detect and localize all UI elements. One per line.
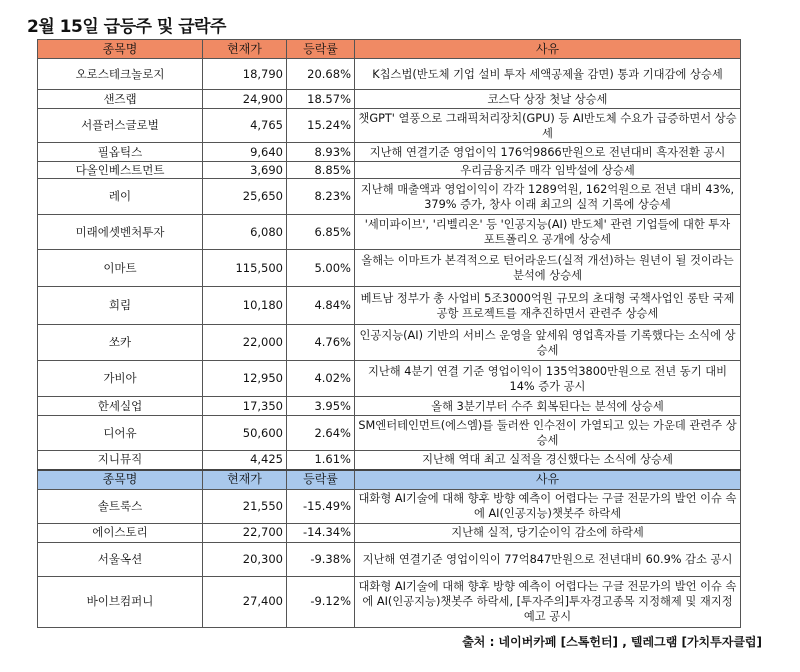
stock-change: 18.57% (287, 90, 355, 109)
table-row (38, 576, 741, 627)
table-row (38, 325, 741, 361)
stock-reason: '세미파이브', '리벨리온' 등 '인공지능(AI) 반도체' 관련 기업들에 대한 투자 포트폴리오 공개에 상승세 (355, 215, 741, 250)
stock-price: 4,765 (203, 109, 287, 143)
stock-price: 27,400 (203, 576, 287, 627)
table-row (38, 109, 741, 143)
stock-name: 서플러스글로벌 (38, 109, 203, 143)
table-row (38, 59, 741, 90)
stock-reason: 대화형 AI기술에 대해 향후 방향 예측이 어렵다는 구글 전문가의 발언 이슈 속에 AI(인공지능)챗봇주 하락세 (355, 489, 741, 523)
stock-change: -9.38% (287, 542, 355, 576)
stock-reason: 지난해 실적, 당기순이익 감소에 하락세 (355, 523, 741, 542)
header-price: 현재가 (203, 40, 287, 59)
header-reason: 사유 (355, 470, 741, 490)
table-row (38, 90, 741, 109)
stock-change: -14.34% (287, 523, 355, 542)
stock-reason: 베트남 정부가 총 사업비 5조3000억원 규모의 초대형 국책사업인 롱탄 국제공항 프로젝트를 재추진하면서 관련주 상승세 (355, 287, 741, 325)
falling-header-row (38, 470, 741, 490)
stock-name: 레이 (38, 179, 203, 215)
stock-name: 디어유 (38, 416, 203, 451)
header-price: 현재가 (203, 470, 287, 490)
stock-price: 115,500 (203, 250, 287, 287)
stock-price: 10,180 (203, 287, 287, 325)
stock-price: 18,790 (203, 59, 287, 90)
stock-name: 쏘카 (38, 325, 203, 361)
header-change: 등락률 (287, 40, 355, 59)
stock-name: 필옵틱스 (38, 143, 203, 162)
stock-name: 가비아 (38, 361, 203, 397)
stock-reason: 지난해 4분기 연결 기준 영업이익이 135억3800만원으로 전년 동기 대비 14% 증가 공시 (355, 361, 741, 397)
stock-change: 15.24% (287, 109, 355, 143)
stock-reason: 올해는 이마트가 본격적으로 턴어라운드(실적 개선)하는 원년이 될 것이라는 분석에 상승세 (355, 250, 741, 287)
stock-reason: 지난해 연결기준 영업이익이 77억847만원으로 전년대비 60.9% 감소 공시 (355, 542, 741, 576)
rising-header-row (38, 40, 741, 59)
stock-name: 오로스테크놀로지 (38, 59, 203, 90)
stock-change: 2.64% (287, 416, 355, 451)
table-row (38, 143, 741, 162)
stock-reason: 코스닥 상장 첫날 상승세 (355, 90, 741, 109)
stock-price: 22,000 (203, 325, 287, 361)
stock-price: 12,950 (203, 361, 287, 397)
stock-reason: 지난해 매출액과 영업이익이 각각 1289억원, 162억원으로 전년 대비 43%, 379% 증가, 창사 이래 최고의 실적 기록에 상승세 (355, 179, 741, 215)
page-title: 2월 15일 급등주 및 급락주 (27, 17, 226, 37)
stock-change: 5.00% (287, 250, 355, 287)
stock-name: 서울옥션 (38, 542, 203, 576)
stock-reason: SM엔터테인먼트(에스엠)를 둘러싼 인수전이 가열되고 있는 가운데 관련주 상승세 (355, 416, 741, 451)
stock-change: 4.84% (287, 287, 355, 325)
stock-name: 희림 (38, 287, 203, 325)
table-row (38, 397, 741, 416)
stock-price: 24,900 (203, 90, 287, 109)
stock-change: 8.23% (287, 179, 355, 215)
table-row (38, 287, 741, 325)
stock-change: 4.02% (287, 361, 355, 397)
stock-name: 이마트 (38, 250, 203, 287)
source-note: 출처 : 네이버카페 [스톡헌터] , 텔레그램 [가치투자클럽] (462, 635, 762, 649)
stock-reason: 올해 3분기부터 수주 회복된다는 분석에 상승세 (355, 397, 741, 416)
stock-name: 한세실업 (38, 397, 203, 416)
header-change: 등락률 (287, 470, 355, 490)
stock-reason: 우리금융지주 매각 임박설에 상승세 (355, 162, 741, 179)
stock-reason: 지난해 역대 최고 실적을 경신했다는 소식에 상승세 (355, 451, 741, 470)
stock-reason: 인공지능(AI) 기반의 서비스 운영을 앞세워 영업흑자를 기록했다는 소식에 상승세 (355, 325, 741, 361)
stock-price: 50,600 (203, 416, 287, 451)
stock-price: 21,550 (203, 489, 287, 523)
table-row (38, 361, 741, 397)
table-row (38, 451, 741, 470)
stock-change: 6.85% (287, 215, 355, 250)
stock-change: 8.85% (287, 162, 355, 179)
table-row (38, 215, 741, 250)
stock-reason: K칩스법(반도체 기업 설비 투자 세액공제율 감면) 통과 기대감에 상승세 (355, 59, 741, 90)
header-name: 종목명 (38, 40, 203, 59)
table-row (38, 162, 741, 179)
stock-reason: 지난해 연결기준 영업이익 176억9866만원으로 전년대비 흑자전환 공시 (355, 143, 741, 162)
header-name: 종목명 (38, 470, 203, 490)
stock-reason: 챗GPT' 열풍으로 그래픽처리장치(GPU) 등 AI반도체 수요가 급증하면서 상승세 (355, 109, 741, 143)
stock-name: 다올인베스트먼트 (38, 162, 203, 179)
stock-change: 20.68% (287, 59, 355, 90)
stock-price: 6,080 (203, 215, 287, 250)
stock-change: 1.61% (287, 451, 355, 470)
table-row (38, 523, 741, 542)
table-row (38, 542, 741, 576)
stock-change: -15.49% (287, 489, 355, 523)
stock-name: 미래에셋벤처투자 (38, 215, 203, 250)
table-row (38, 179, 741, 215)
stock-name: 지니뮤직 (38, 451, 203, 470)
header-reason: 사유 (355, 40, 741, 59)
stock-name: 바이브컴퍼니 (38, 576, 203, 627)
stock-price: 3,690 (203, 162, 287, 179)
stock-change: 3.95% (287, 397, 355, 416)
stock-change: 8.93% (287, 143, 355, 162)
stock-price: 9,640 (203, 143, 287, 162)
stock-price: 17,350 (203, 397, 287, 416)
stock-name: 에이스토리 (38, 523, 203, 542)
stock-change: -9.12% (287, 576, 355, 627)
table-row (38, 250, 741, 287)
stock-name: 솔트룩스 (38, 489, 203, 523)
stock-reason: 대화형 AI기술에 대해 향후 방향 예측이 어렵다는 구글 전문가의 발언 이슈 속에 AI(인공지능)챗봇주 하락세, [투자주의]투자경고종목 지정해제 및 재지정 예고 공시 (355, 576, 741, 627)
stock-price: 22,700 (203, 523, 287, 542)
stock-change: 4.76% (287, 325, 355, 361)
table-row (38, 416, 741, 451)
stock-name: 샌즈랩 (38, 90, 203, 109)
stock-price: 25,650 (203, 179, 287, 215)
stock-price: 4,425 (203, 451, 287, 470)
stock-price: 20,300 (203, 542, 287, 576)
stock-table (37, 39, 741, 628)
table-row (38, 489, 741, 523)
